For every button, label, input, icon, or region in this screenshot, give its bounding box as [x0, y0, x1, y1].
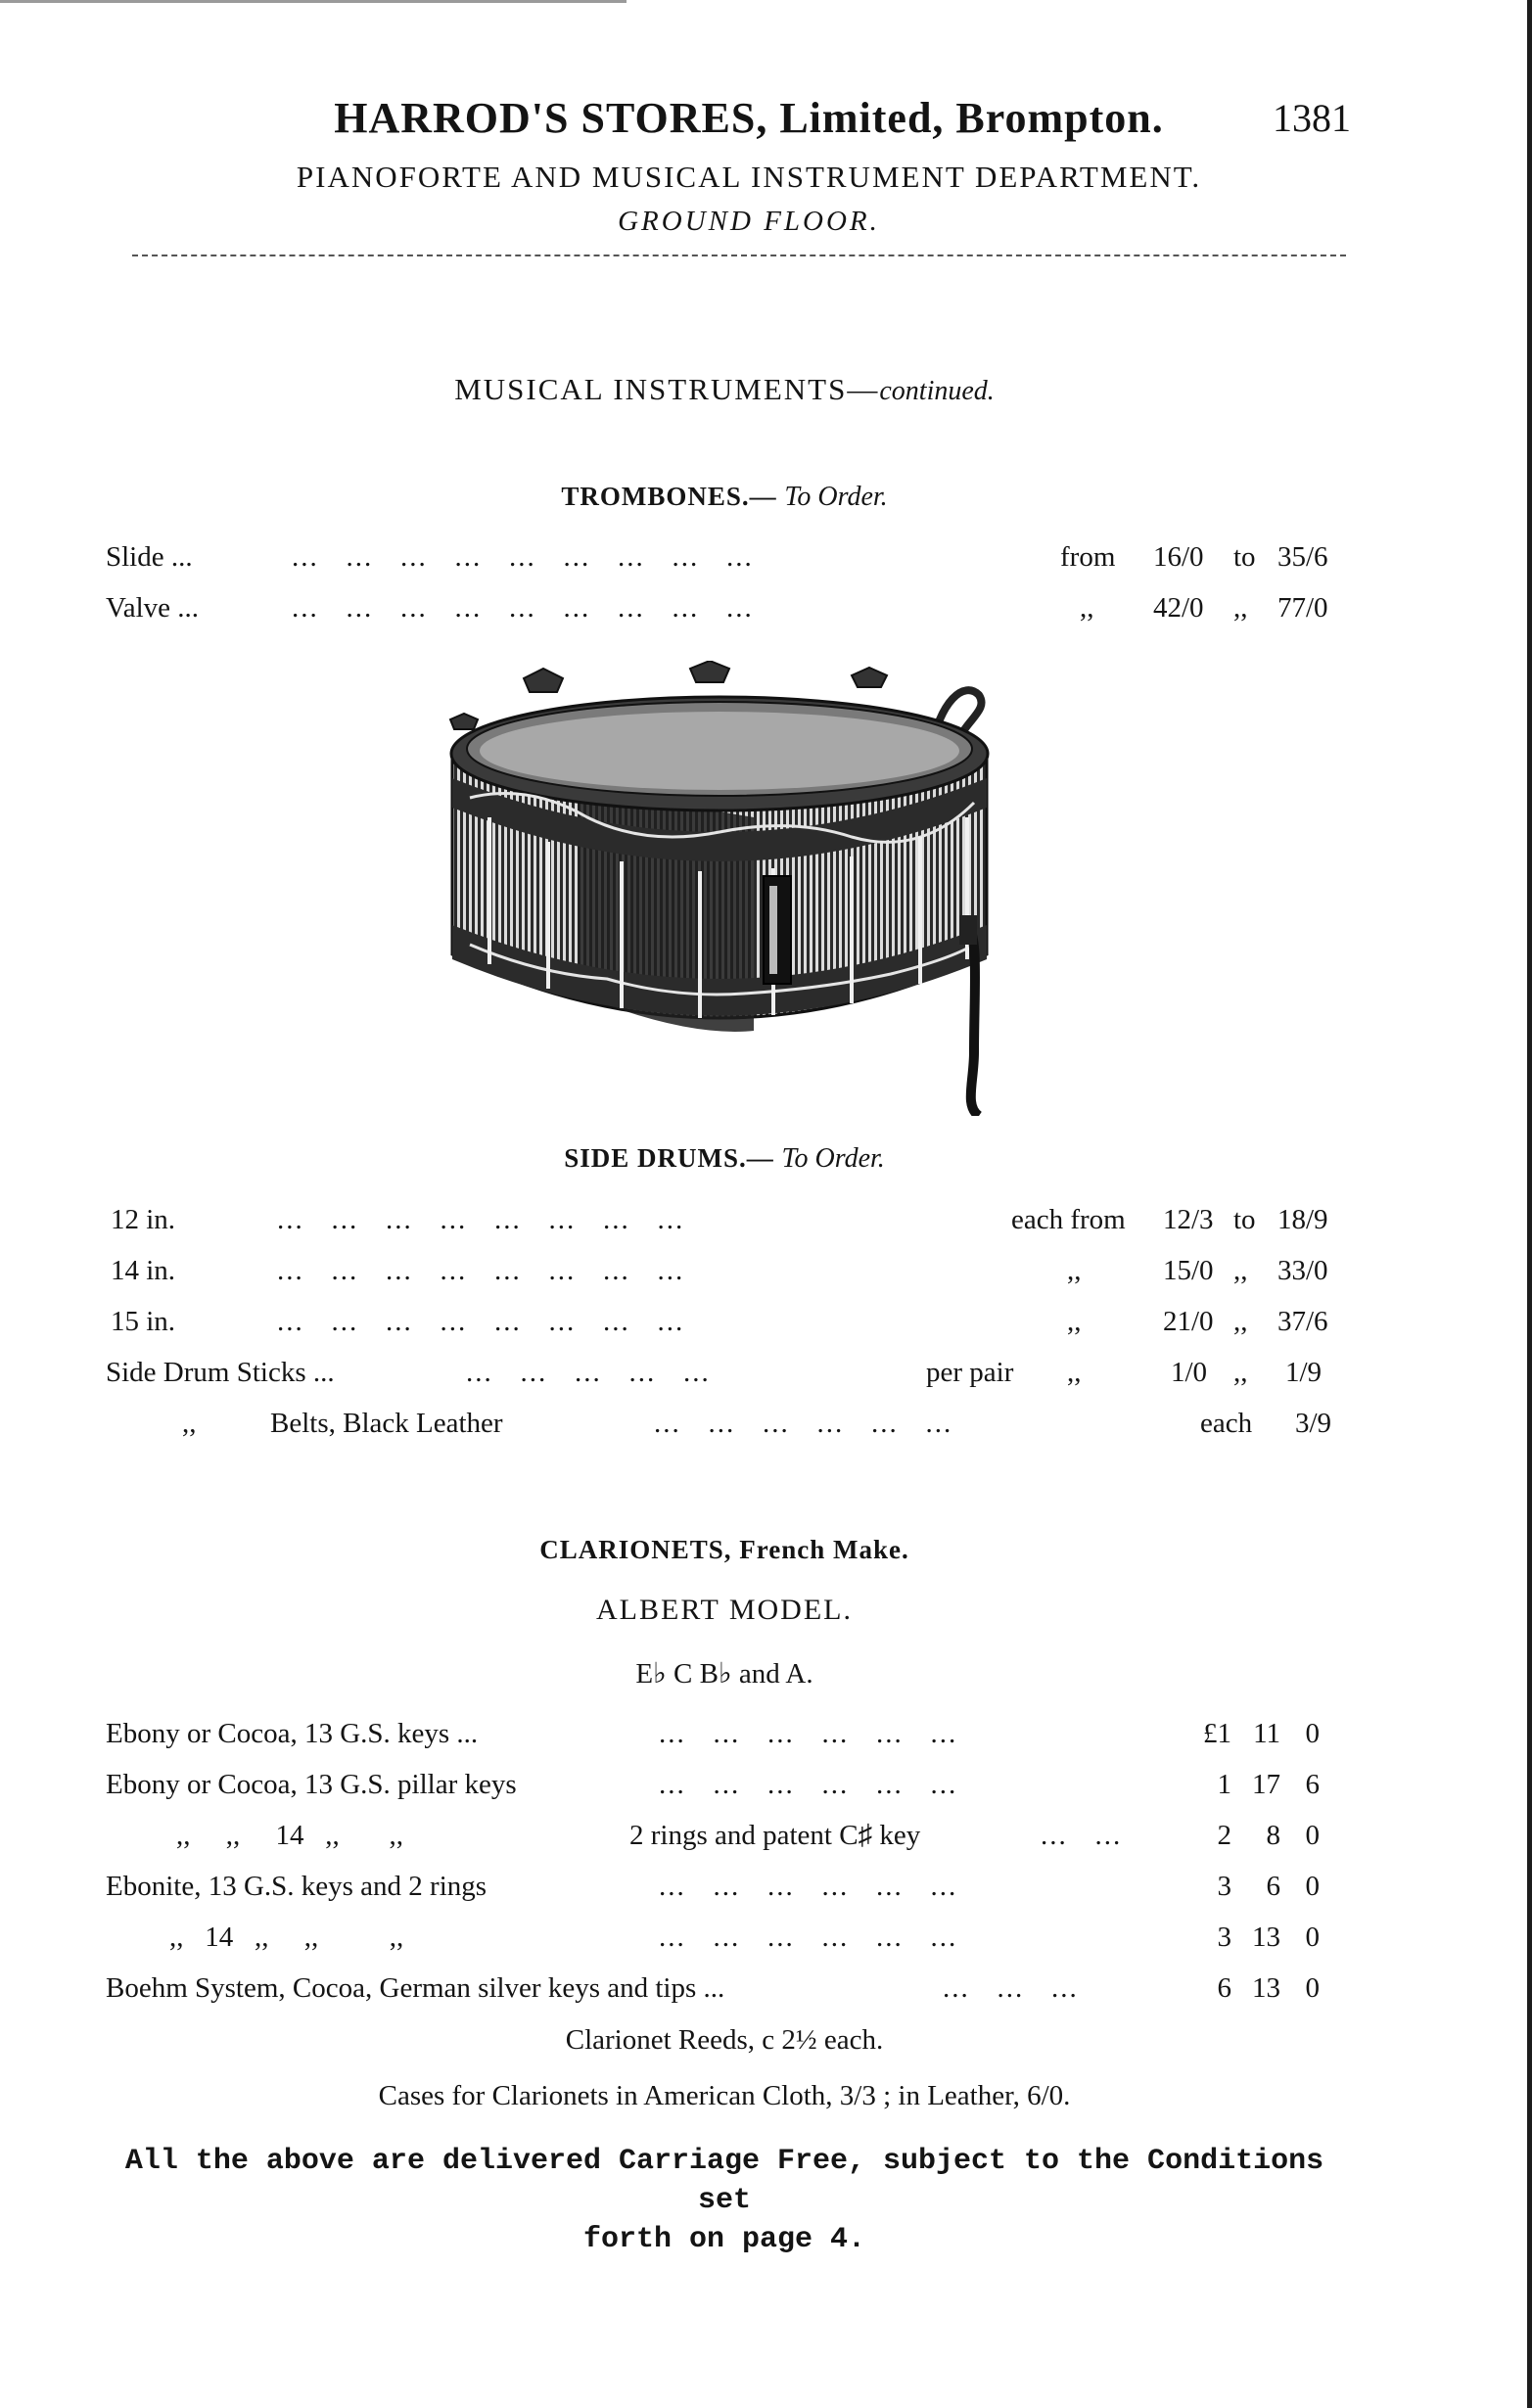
page-edge [1527, 0, 1532, 2408]
footer-line-2: forth on page 4. [582, 2223, 866, 2256]
price-pence: 0 [1305, 1972, 1320, 2004]
side-drums-heading-text: SIDE DRUMS.— [564, 1143, 774, 1173]
price-shillings: 8 [1266, 1820, 1280, 1851]
item-name: Ebonite, 13 G.S. keys and 2 rings [106, 1871, 487, 1902]
table-row [106, 1922, 1339, 1965]
price-unit: per pair [926, 1357, 1014, 1388]
item-name: ,, ,, 14 ,, ,, [176, 1820, 403, 1851]
footer-note [98, 2142, 1351, 2259]
price-pence: 0 [1305, 1820, 1320, 1851]
price-prefix: from [1060, 541, 1116, 573]
leader-dots: ... ... ... ... ... ... [659, 1718, 958, 1749]
price-low: 1/0 [1171, 1357, 1208, 1388]
price-high: 1/9 [1285, 1357, 1323, 1388]
price-high: 35/6 [1277, 541, 1328, 573]
leader-dots: ... ... ... ... ... ... ... ... [277, 1255, 685, 1286]
price-pence: 6 [1305, 1769, 1320, 1800]
trombones-heading [98, 482, 1351, 513]
leader-dots: ... ... ... ... ... ... ... ... ... [292, 541, 754, 573]
leader-dots: ... ... ... ... ... ... [659, 1922, 958, 1953]
leader-dots: ... ... ... ... ... ... ... ... ... [292, 592, 754, 624]
price-low: 15/0 [1163, 1255, 1214, 1286]
price-prefix: ,, [1067, 1306, 1082, 1337]
leader-dots: ... ... ... ... ... ... [659, 1769, 958, 1800]
price-sep: to [1233, 541, 1256, 573]
side-drum-illustration [431, 661, 1008, 1116]
clarionets-model: ALBERT MODEL. [596, 1594, 853, 1626]
price-pounds: £1 [1203, 1718, 1231, 1749]
price-pence: 0 [1305, 1871, 1320, 1902]
table-row [106, 1820, 1339, 1863]
price-pence: 0 [1305, 1718, 1320, 1749]
price-pence: 0 [1305, 1922, 1320, 1953]
floor-label: GROUND FLOOR. [618, 206, 880, 237]
item-name: 12 in. [111, 1204, 176, 1235]
price-prefix: ,, [1067, 1357, 1082, 1388]
table-row [106, 1204, 1339, 1247]
item-name: Slide ... [106, 541, 193, 573]
price-sep: ,, [1233, 1255, 1248, 1286]
item-name: Ebony or Cocoa, 13 G.S. keys ... [106, 1718, 479, 1749]
table-row [106, 1357, 1339, 1400]
price-high: 3/9 [1295, 1408, 1332, 1439]
clarionet-cases: Cases for Clarionets in American Cloth, 3/3 ; in Leather, 6/0. [378, 2080, 1071, 2111]
price-low: 21/0 [1163, 1306, 1214, 1337]
price-low: 16/0 [1153, 541, 1204, 573]
item-name: Boehm System, Cocoa, German silver keys and tips ... [106, 1972, 725, 2004]
table-row [106, 1255, 1339, 1298]
clarionet-reeds: Clarionet Reeds, c 2½ each. [565, 2024, 884, 2056]
price-sep: to [1233, 1204, 1256, 1235]
table-row [106, 541, 1339, 584]
table-row [106, 1718, 1339, 1761]
table-row [106, 1408, 1339, 1451]
price-sep: ,, [1233, 592, 1248, 624]
leader-dots: ... ... [1041, 1820, 1123, 1851]
side-drums-heading [98, 1143, 1351, 1175]
price-pounds: 6 [1217, 1972, 1231, 2004]
price-high: 77/0 [1277, 592, 1328, 624]
item-name: Belts, Black Leather [270, 1408, 503, 1439]
leader-dots: ... ... ... ... ... ... ... ... [277, 1306, 685, 1337]
price-shillings: 11 [1253, 1718, 1280, 1749]
clarionets-heading: CLARIONETS, French Make. [539, 1535, 909, 1564]
price-prefix: ,, [1067, 1255, 1082, 1286]
table-row [106, 1871, 1339, 1914]
price-shillings: 13 [1252, 1972, 1280, 2004]
price-low: 12/3 [1163, 1204, 1214, 1235]
price-pounds: 3 [1217, 1871, 1231, 1902]
price-high: 18/9 [1277, 1204, 1328, 1235]
item-name: Ebony or Cocoa, 13 G.S. pillar keys [106, 1769, 517, 1800]
price-prefix: ,, [1080, 592, 1094, 624]
store-name: HARROD'S STORES, Limited, Brompton. [334, 94, 1164, 142]
table-row [106, 592, 1339, 635]
table-row [106, 1972, 1339, 2015]
table-row [106, 1306, 1339, 1349]
item-name: ,, 14 ,, ,, ,, [169, 1922, 404, 1953]
trombones-heading-text: TROMBONES.— [561, 482, 777, 511]
leader-dots: ... ... ... [943, 1972, 1079, 2004]
price-shillings: 13 [1252, 1922, 1280, 1953]
price-prefix: each from [1011, 1204, 1126, 1235]
side-drums-order: To Order. [781, 1143, 885, 1174]
header-rule [132, 255, 1346, 256]
store-header [147, 93, 1351, 143]
section-title-cont: continued. [879, 376, 995, 406]
department-title: PIANOFORTE AND MUSICAL INSTRUMENT DEPARTMENT. [296, 160, 1202, 194]
price-shillings: 17 [1252, 1769, 1280, 1800]
price-high: 33/0 [1277, 1255, 1328, 1286]
section-title [98, 372, 1351, 407]
item-extra: 2 rings and patent C♯ key [629, 1820, 921, 1851]
price-sep: ,, [1233, 1306, 1248, 1337]
leader-dots: ... ... ... ... ... ... ... ... [277, 1204, 685, 1235]
clarionets-keys: E♭ C B♭ and A. [635, 1658, 813, 1690]
item-name: Valve ... [106, 592, 200, 624]
price-sep: ,, [1233, 1357, 1248, 1388]
item-name: 15 in. [111, 1306, 176, 1337]
top-scan-line [0, 0, 627, 3]
leader-dots: ... ... ... ... ... [466, 1357, 711, 1388]
price-pounds: 3 [1217, 1922, 1231, 1953]
price-prefix: each [1200, 1408, 1253, 1439]
price-low: 42/0 [1153, 592, 1204, 624]
price-high: 37/6 [1277, 1306, 1328, 1337]
item-name: 14 in. [111, 1255, 176, 1286]
price-shillings: 6 [1266, 1871, 1280, 1902]
price-pounds: 1 [1217, 1769, 1231, 1800]
section-title-main: MUSICAL INSTRUMENTS— [454, 372, 880, 406]
ditto-mark: ,, [182, 1408, 197, 1439]
footer-line-1: All the above are delivered Carriage Free, subject to the Conditions set [124, 2145, 1324, 2217]
page-number: 1381 [1273, 96, 1351, 140]
leader-dots: ... ... ... ... ... ... [659, 1871, 958, 1902]
price-pounds: 2 [1217, 1820, 1231, 1851]
trombones-order: To Order. [784, 482, 888, 512]
item-name: Side Drum Sticks ... [106, 1357, 335, 1388]
leader-dots: ... ... ... ... ... ... [654, 1408, 953, 1439]
table-row [106, 1769, 1339, 1812]
